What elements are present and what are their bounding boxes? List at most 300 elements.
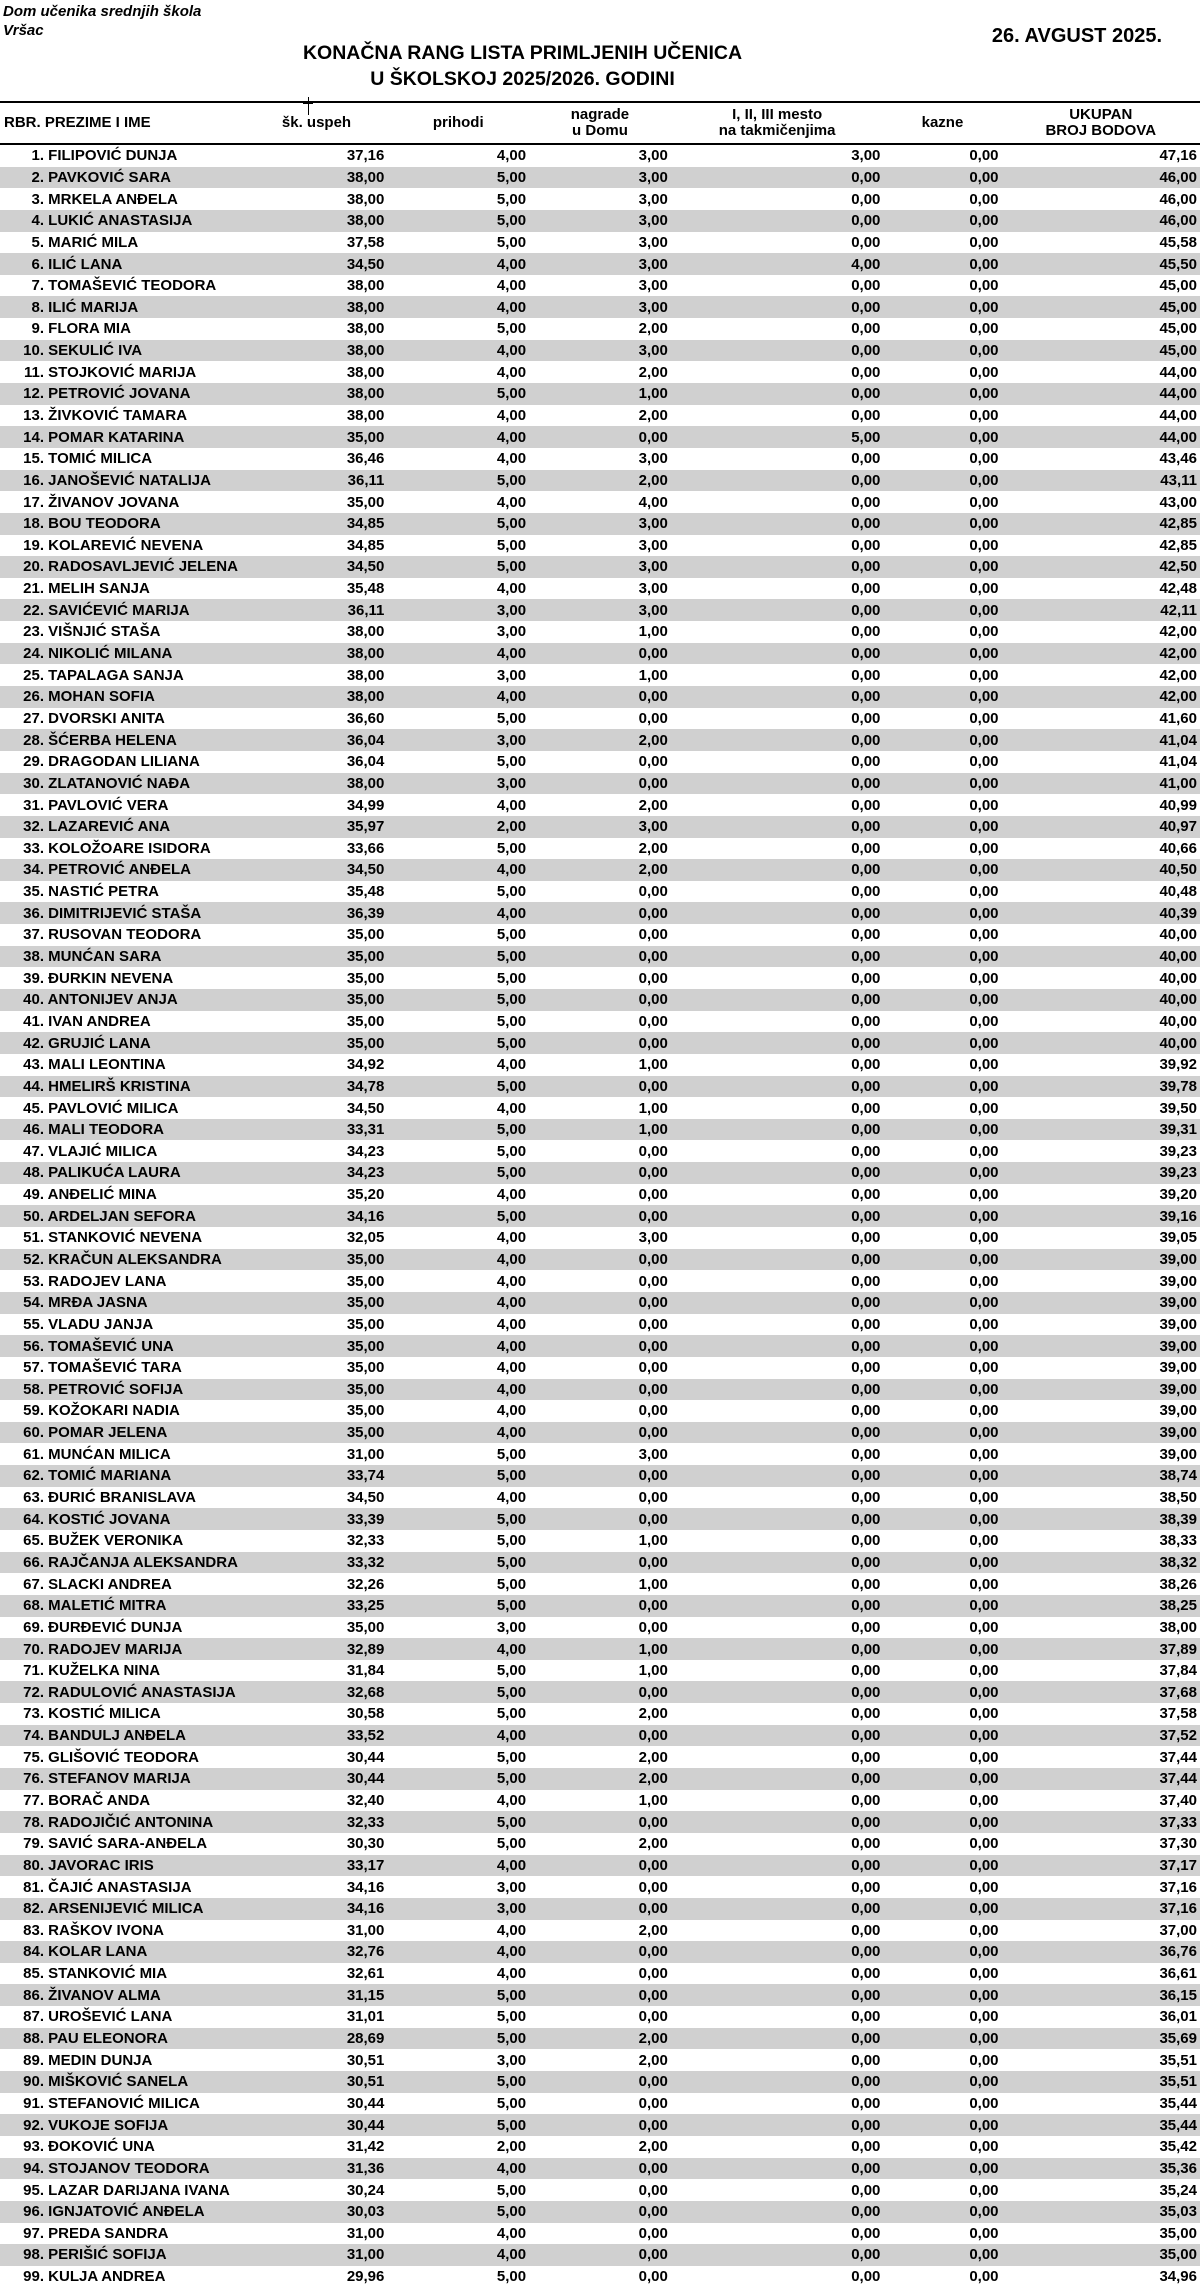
mesto-cell: 0,00 bbox=[851, 407, 881, 424]
kazne-cell: 0,00 bbox=[883, 2158, 1001, 2180]
table-row bbox=[0, 643, 1200, 665]
rank-number: 2. bbox=[31, 168, 44, 186]
nagrade-cell: 0,00 bbox=[638, 753, 668, 771]
uspeh-cell: 38,00 bbox=[346, 623, 385, 641]
prihodi-cell: 4,00 bbox=[387, 2158, 529, 2180]
mesto-cell: 0,00 bbox=[671, 556, 884, 578]
rank-number: 46. bbox=[23, 1121, 44, 1139]
student-name: PAU ELEONORA bbox=[48, 2030, 168, 2048]
rank-number: 61. bbox=[23, 1445, 44, 1463]
student-name: ĐURIĆ BRANISLAVA bbox=[48, 1489, 196, 1507]
student-name: ŽIVANOV ALMA bbox=[48, 1986, 161, 2004]
prihodi-cell: 5,00 bbox=[496, 1575, 527, 1593]
nagrade-cell: 2,00 bbox=[638, 2051, 668, 2069]
nagrade-cell: 1,00 bbox=[638, 1792, 668, 1809]
student-cell bbox=[0, 751, 246, 773]
ukupno-cell: 34,96 bbox=[1159, 2268, 1197, 2286]
prihodi-cell: 3,00 bbox=[496, 1878, 527, 1896]
prihodi-cell: 5,00 bbox=[496, 753, 527, 771]
kazne-cell: 0,00 bbox=[883, 1335, 1001, 1357]
student-cell bbox=[0, 967, 246, 989]
student-cell bbox=[0, 1140, 246, 1162]
uspeh-cell: 35,00 bbox=[346, 969, 385, 987]
ukupno-cell: 43,00 bbox=[1159, 493, 1197, 511]
ukupno-cell: 42,00 bbox=[1002, 686, 1200, 708]
uspeh-cell: 36,60 bbox=[346, 709, 385, 727]
table-row bbox=[0, 664, 1200, 686]
uspeh-cell: 35,00 bbox=[346, 493, 385, 511]
uspeh-cell: 37,16 bbox=[346, 147, 385, 165]
nagrade-cell: 0,00 bbox=[529, 1379, 671, 1401]
ukupno-cell: 42,11 bbox=[1002, 599, 1200, 621]
student-name: ĐURĐEVIĆ DUNJA bbox=[48, 1618, 183, 1636]
uspeh-cell: 38,00 bbox=[346, 320, 385, 338]
table-row bbox=[0, 318, 1200, 340]
ukupno-cell: 40,39 bbox=[1002, 902, 1200, 924]
ukupno-cell: 37,68 bbox=[1002, 1681, 1200, 1703]
uspeh-cell: 33,52 bbox=[246, 1725, 388, 1747]
mesto-cell: 0,00 bbox=[671, 2244, 884, 2266]
uspeh-cell: 38,00 bbox=[346, 666, 385, 684]
table-row bbox=[0, 1335, 1200, 1357]
nagrade-cell: 0,00 bbox=[638, 883, 668, 901]
kazne-cell: 0,00 bbox=[883, 1855, 1001, 1877]
student-name: ARSENIJEVIĆ MILICA bbox=[47, 1900, 204, 1918]
student-cell bbox=[0, 2136, 246, 2158]
nagrade-cell: 0,00 bbox=[529, 426, 671, 448]
table-row bbox=[0, 1681, 1200, 1703]
table-row bbox=[0, 2093, 1200, 2115]
kazne-cell: 0,00 bbox=[883, 1249, 1001, 1271]
student-name: HMELIRŠ KRISTINA bbox=[48, 1077, 191, 1095]
rank-number: 82. bbox=[23, 1900, 44, 1918]
table-row bbox=[0, 2201, 1200, 2223]
student-name: DRAGODAN LILIANA bbox=[48, 753, 200, 771]
mesto-cell: 0,00 bbox=[851, 450, 881, 468]
ukupno-cell: 41,04 bbox=[1002, 729, 1200, 751]
student-cell bbox=[0, 2071, 246, 2093]
mesto-cell: 0,00 bbox=[851, 580, 881, 598]
student-name: FILIPOVIĆ DUNJA bbox=[48, 147, 178, 165]
col-prihodi: prihodi bbox=[387, 102, 529, 144]
mesto-cell: 0,00 bbox=[851, 1532, 881, 1550]
table-row bbox=[0, 773, 1200, 795]
mesto-cell: 0,00 bbox=[851, 1618, 881, 1636]
institution-name bbox=[3, 2, 201, 40]
rank-number: 71. bbox=[23, 1662, 44, 1680]
document-date: 26. AVGUST 2025. bbox=[991, 25, 1162, 47]
mesto-cell: 0,00 bbox=[851, 190, 881, 208]
rank-number: 1. bbox=[31, 147, 44, 165]
table-row bbox=[0, 1638, 1200, 1660]
student-cell bbox=[0, 1920, 246, 1942]
student-name: MALI LEONTINA bbox=[48, 1056, 166, 1074]
student-name: RADOJIČIĆ ANTONINA bbox=[48, 1813, 214, 1831]
rank-number: 9. bbox=[31, 320, 44, 338]
ukupno-cell: 38,32 bbox=[1002, 1552, 1200, 1574]
ukupno-cell: 37,17 bbox=[1002, 1855, 1200, 1877]
student-cell bbox=[0, 340, 246, 362]
rank-number: 11. bbox=[23, 363, 44, 381]
prihodi-cell: 4,00 bbox=[496, 1359, 527, 1377]
mesto-cell: 0,00 bbox=[851, 2094, 881, 2112]
uspeh-cell: 32,89 bbox=[246, 1638, 388, 1660]
col-mesto-line-2: na takmičenjima bbox=[718, 122, 836, 139]
student-name: VLAJIĆ MILICA bbox=[48, 1142, 158, 1160]
nagrade-cell: 0,00 bbox=[529, 1465, 671, 1487]
rank-number: 43. bbox=[23, 1056, 44, 1074]
rank-number: 68. bbox=[23, 1597, 44, 1615]
table-row bbox=[0, 1032, 1200, 1054]
prihodi-cell: 5,00 bbox=[496, 839, 527, 857]
student-cell bbox=[0, 1768, 246, 1790]
nagrade-cell: 2,00 bbox=[638, 1921, 668, 1939]
ukupno-cell: 37,84 bbox=[1159, 1662, 1197, 1680]
student-cell bbox=[0, 578, 246, 600]
rank-number: 62. bbox=[23, 1467, 44, 1485]
nagrade-cell: 2,00 bbox=[638, 1705, 668, 1723]
ukupno-cell: 39,00 bbox=[1002, 1422, 1200, 1444]
mesto-cell: 0,00 bbox=[851, 1229, 881, 1247]
kazne-cell: 0,00 bbox=[883, 1898, 1001, 1920]
ukupno-cell: 42,85 bbox=[1159, 536, 1197, 554]
student-cell bbox=[0, 2244, 246, 2266]
prihodi-cell: 5,00 bbox=[496, 2094, 527, 2112]
title-line-1: KONAČNA RANG LISTA PRIMLJENIH UČENICA bbox=[302, 42, 743, 64]
col-ukupno-line-2: BROJ BODOVA bbox=[1045, 122, 1157, 139]
nagrade-cell: 0,00 bbox=[529, 1205, 671, 1227]
student-name: MUNĆAN SARA bbox=[48, 948, 162, 966]
ukupno-cell: 37,33 bbox=[1002, 1811, 1200, 1833]
nagrade-cell: 0,00 bbox=[638, 2008, 668, 2026]
student-name: SEKULIĆ IVA bbox=[48, 342, 143, 360]
mesto-cell: 0,00 bbox=[851, 1835, 881, 1853]
table-row bbox=[0, 275, 1200, 297]
student-cell bbox=[0, 664, 246, 686]
prihodi-cell: 4,00 bbox=[496, 1229, 527, 1247]
kazne-cell: 0,00 bbox=[883, 1768, 1001, 1790]
nagrade-cell: 0,00 bbox=[529, 643, 671, 665]
student-name: MUNĆAN MILICA bbox=[48, 1445, 171, 1463]
prihodi-cell: 4,00 bbox=[387, 1379, 529, 1401]
mesto-cell: 0,00 bbox=[671, 859, 884, 881]
kazne-cell: 0,00 bbox=[969, 1489, 999, 1507]
table-row bbox=[0, 686, 1200, 708]
prihodi-cell: 4,00 bbox=[496, 1402, 527, 1420]
rank-number: 69. bbox=[23, 1618, 44, 1636]
mesto-cell: 0,00 bbox=[671, 1119, 884, 1141]
table-row bbox=[0, 448, 1200, 470]
student-cell bbox=[0, 470, 246, 492]
student-name: GLIŠOVIĆ TEODORA bbox=[48, 1748, 200, 1766]
kazne-cell: 0,00 bbox=[969, 580, 999, 598]
student-name: JANOŠEVIĆ NATALIJA bbox=[48, 471, 211, 489]
table-row bbox=[0, 210, 1200, 232]
mesto-cell: 0,00 bbox=[671, 1465, 884, 1487]
nagrade-cell: 3,00 bbox=[529, 167, 671, 189]
student-name: BANDULJ ANĐELA bbox=[48, 1727, 186, 1745]
student-cell bbox=[0, 361, 246, 383]
mesto-cell: 0,00 bbox=[851, 1315, 881, 1333]
ukupno-cell: 46,00 bbox=[1159, 190, 1197, 208]
kazne-cell: 0,00 bbox=[969, 233, 999, 251]
nagrade-cell: 0,00 bbox=[529, 1508, 671, 1530]
uspeh-cell: 34,50 bbox=[346, 1099, 385, 1117]
student-cell bbox=[0, 1400, 246, 1422]
student-cell bbox=[0, 1292, 246, 1314]
table-row bbox=[0, 838, 1200, 860]
mesto-cell: 0,00 bbox=[671, 902, 884, 924]
uspeh-cell: 38,00 bbox=[246, 210, 388, 232]
rank-number: 86. bbox=[23, 1986, 44, 2004]
student-cell bbox=[0, 1162, 246, 1184]
ukupno-cell: 38,00 bbox=[1159, 1618, 1197, 1636]
mesto-cell: 0,00 bbox=[851, 1489, 881, 1507]
uspeh-cell: 33,32 bbox=[246, 1552, 388, 1574]
student-cell bbox=[0, 643, 246, 665]
kazne-cell: 0,00 bbox=[883, 859, 1001, 881]
prihodi-cell: 3,00 bbox=[387, 1898, 529, 1920]
nagrade-cell: 0,00 bbox=[638, 1402, 668, 1420]
nagrade-cell: 3,00 bbox=[529, 296, 671, 318]
mesto-cell: 0,00 bbox=[851, 623, 881, 641]
rank-number: 98. bbox=[23, 2246, 44, 2264]
table-row bbox=[0, 1746, 1200, 1768]
rank-number: 14. bbox=[23, 428, 44, 446]
table-row bbox=[0, 1076, 1200, 1098]
prihodi-cell: 5,00 bbox=[387, 2201, 529, 2223]
prihodi-cell: 5,00 bbox=[496, 926, 527, 944]
uspeh-cell: 30,44 bbox=[246, 1768, 388, 1790]
table-row bbox=[0, 1530, 1200, 1552]
nagrade-cell: 0,00 bbox=[529, 1335, 671, 1357]
table-row bbox=[0, 1898, 1200, 1920]
ukupno-cell: 35,44 bbox=[1002, 2114, 1200, 2136]
student-cell bbox=[0, 1357, 246, 1379]
student-name: TOMIĆ MARIANA bbox=[48, 1467, 172, 1485]
ukupno-cell: 39,05 bbox=[1159, 1229, 1197, 1247]
rank-number: 44. bbox=[23, 1077, 44, 1095]
student-name: STOJANOV TEODORA bbox=[48, 2159, 210, 2177]
table-row bbox=[0, 1768, 1200, 1790]
uspeh-cell: 35,00 bbox=[346, 1618, 385, 1636]
student-name: VIŠNJIĆ STAŠA bbox=[48, 623, 161, 641]
table-row bbox=[0, 2049, 1200, 2071]
mesto-cell: 0,00 bbox=[671, 599, 884, 621]
rank-number: 13. bbox=[23, 407, 44, 424]
ukupno-cell: 44,00 bbox=[1002, 383, 1200, 405]
kazne-cell: 0,00 bbox=[883, 513, 1001, 535]
prihodi-cell: 3,00 bbox=[496, 666, 527, 684]
mesto-cell: 0,00 bbox=[851, 1012, 881, 1030]
ukupno-cell: 39,00 bbox=[1159, 1445, 1197, 1463]
nagrade-cell: 1,00 bbox=[529, 1638, 671, 1660]
student-name: BUŽEK VERONIKA bbox=[48, 1532, 184, 1550]
prihodi-cell: 5,00 bbox=[387, 470, 529, 492]
uspeh-cell: 35,00 bbox=[246, 426, 388, 448]
table-body bbox=[0, 144, 1200, 2287]
mesto-cell: 0,00 bbox=[671, 1811, 884, 1833]
uspeh-cell: 37,58 bbox=[346, 233, 385, 251]
ukupno-cell: 35,51 bbox=[1159, 2051, 1197, 2069]
nagrade-cell: 2,00 bbox=[638, 2138, 668, 2156]
nagrade-cell: 0,00 bbox=[529, 773, 671, 795]
nagrade-cell: 0,00 bbox=[638, 926, 668, 944]
ukupno-cell: 37,89 bbox=[1002, 1638, 1200, 1660]
mesto-cell: 0,00 bbox=[671, 1725, 884, 1747]
kazne-cell: 0,00 bbox=[969, 1965, 999, 1983]
rank-number: 78. bbox=[23, 1813, 44, 1831]
mesto-cell: 0,00 bbox=[671, 2158, 884, 2180]
student-name: MRKELA ANĐELA bbox=[48, 190, 178, 208]
student-name: RUSOVAN TEODORA bbox=[48, 926, 202, 944]
kazne-cell: 0,00 bbox=[969, 1792, 999, 1809]
uspeh-cell: 35,00 bbox=[346, 1315, 385, 1333]
mesto-cell: 0,00 bbox=[671, 1292, 884, 1314]
kazne-cell: 0,00 bbox=[883, 599, 1001, 621]
prihodi-cell: 5,00 bbox=[496, 1748, 527, 1766]
mesto-cell: 0,00 bbox=[851, 1272, 881, 1290]
ukupno-cell: 39,20 bbox=[1159, 1186, 1197, 1204]
table-row bbox=[0, 232, 1200, 254]
mesto-cell: 0,00 bbox=[851, 536, 881, 554]
mesto-cell: 0,00 bbox=[851, 1705, 881, 1723]
mesto-cell: 0,00 bbox=[671, 1335, 884, 1357]
ukupno-cell: 35,44 bbox=[1159, 2094, 1197, 2112]
table-row bbox=[0, 340, 1200, 362]
institution-line-1: Dom učenika srednjih škola bbox=[3, 3, 202, 20]
nagrade-cell: 3,00 bbox=[638, 1229, 668, 1247]
prihodi-cell: 5,00 bbox=[496, 536, 527, 554]
ukupno-cell: 38,25 bbox=[1002, 1595, 1200, 1617]
kazne-cell: 0,00 bbox=[883, 1032, 1001, 1054]
rank-number: 81. bbox=[23, 1878, 44, 1896]
prihodi-cell: 4,00 bbox=[387, 1941, 529, 1963]
nagrade-cell: 0,00 bbox=[638, 969, 668, 987]
uspeh-cell: 30,03 bbox=[246, 2201, 388, 2223]
mesto-cell: 0,00 bbox=[851, 796, 881, 814]
ukupno-cell: 41,60 bbox=[1159, 709, 1197, 727]
kazne-cell: 0,00 bbox=[969, 1445, 999, 1463]
prihodi-cell: 5,00 bbox=[496, 320, 527, 338]
ukupno-cell: 42,00 bbox=[1159, 666, 1197, 684]
uspeh-cell: 38,00 bbox=[246, 773, 388, 795]
student-cell bbox=[0, 2114, 246, 2136]
table-row bbox=[0, 924, 1200, 946]
prihodi-cell: 4,00 bbox=[387, 1725, 529, 1747]
uspeh-cell: 30,51 bbox=[246, 2071, 388, 2093]
kazne-cell: 0,00 bbox=[883, 1162, 1001, 1184]
uspeh-cell: 36,04 bbox=[246, 729, 388, 751]
rank-number: 8. bbox=[31, 298, 44, 316]
table-row bbox=[0, 405, 1200, 427]
rank-number: 87. bbox=[23, 2008, 44, 2026]
nagrade-cell: 0,00 bbox=[638, 1359, 668, 1377]
mesto-cell: 0,00 bbox=[671, 210, 884, 232]
rank-number: 92. bbox=[23, 2116, 44, 2134]
uspeh-cell: 32,05 bbox=[346, 1229, 385, 1247]
table-row bbox=[0, 556, 1200, 578]
mesto-cell: 0,00 bbox=[671, 1638, 884, 1660]
table-row bbox=[0, 1811, 1200, 1833]
uspeh-cell: 38,00 bbox=[246, 383, 388, 405]
student-name: STEFANOVIĆ MILICA bbox=[48, 2094, 200, 2112]
ukupno-cell: 39,31 bbox=[1002, 1119, 1200, 1141]
uspeh-cell: 30,44 bbox=[246, 2114, 388, 2136]
uspeh-cell: 32,61 bbox=[346, 1965, 385, 1983]
mesto-cell: 0,00 bbox=[671, 1032, 884, 1054]
student-cell bbox=[0, 859, 246, 881]
prihodi-cell: 5,00 bbox=[496, 2008, 527, 2026]
nagrade-cell: 0,00 bbox=[638, 1272, 668, 1290]
rank-number: 22. bbox=[23, 601, 44, 619]
ukupno-cell: 37,00 bbox=[1159, 1921, 1197, 1939]
table-row bbox=[0, 1920, 1200, 1942]
prihodi-cell: 5,00 bbox=[496, 1835, 527, 1853]
uspeh-cell: 35,00 bbox=[246, 1292, 388, 1314]
student-name: TAPALAGA SANJA bbox=[48, 666, 184, 684]
student-name: LUKIĆ ANASTASIJA bbox=[48, 212, 193, 230]
ukupno-cell: 35,36 bbox=[1002, 2158, 1200, 2180]
kazne-cell: 0,00 bbox=[883, 1465, 1001, 1487]
rank-number: 59. bbox=[23, 1402, 44, 1420]
nagrade-cell: 0,00 bbox=[638, 1142, 668, 1160]
uspeh-cell: 38,00 bbox=[246, 340, 388, 362]
table-row bbox=[0, 1227, 1200, 1249]
rank-number: 38. bbox=[23, 948, 44, 966]
uspeh-cell: 33,17 bbox=[246, 1855, 388, 1877]
uspeh-cell: 31,36 bbox=[246, 2158, 388, 2180]
mesto-cell: 0,00 bbox=[851, 1792, 881, 1809]
prihodi-cell: 4,00 bbox=[387, 686, 529, 708]
rank-number: 3. bbox=[31, 190, 44, 208]
ukupno-cell: 40,99 bbox=[1159, 796, 1197, 814]
mesto-cell: 0,00 bbox=[671, 729, 884, 751]
student-name: STANKOVIĆ MIA bbox=[48, 1965, 168, 1983]
mesto-cell: 0,00 bbox=[851, 1186, 881, 1204]
table-row bbox=[0, 1249, 1200, 1271]
nagrade-cell: 3,00 bbox=[638, 536, 668, 554]
prihodi-cell: 4,00 bbox=[496, 1921, 527, 1939]
ukupno-cell: 36,15 bbox=[1002, 1984, 1200, 2006]
student-name: ZLATANOVIĆ NAĐA bbox=[48, 774, 191, 792]
kazne-cell: 0,00 bbox=[969, 407, 999, 424]
kazne-cell: 0,00 bbox=[969, 1575, 999, 1593]
student-cell bbox=[0, 1941, 246, 1963]
rank-number: 5. bbox=[31, 233, 44, 251]
student-name: PAVKOVIĆ SARA bbox=[48, 168, 171, 186]
uspeh-cell: 34,78 bbox=[246, 1076, 388, 1098]
ukupno-cell: 38,33 bbox=[1159, 1532, 1197, 1550]
kazne-cell: 0,00 bbox=[883, 1076, 1001, 1098]
rank-number: 54. bbox=[23, 1294, 44, 1312]
ukupno-cell: 39,16 bbox=[1002, 1205, 1200, 1227]
table-row bbox=[0, 1984, 1200, 2006]
prihodi-cell: 5,00 bbox=[387, 513, 529, 535]
student-cell bbox=[0, 1595, 246, 1617]
ukupno-cell: 39,92 bbox=[1159, 1056, 1197, 1074]
student-cell bbox=[0, 513, 246, 535]
student-name: GRUJIĆ LANA bbox=[48, 1034, 151, 1052]
nagrade-cell: 1,00 bbox=[638, 1056, 668, 1074]
student-cell bbox=[0, 491, 246, 513]
rank-number: 58. bbox=[23, 1380, 44, 1398]
kazne-cell: 0,00 bbox=[969, 1748, 999, 1766]
kazne-cell: 0,00 bbox=[969, 2094, 999, 2112]
kazne-cell: 0,00 bbox=[969, 623, 999, 641]
uspeh-cell: 34,92 bbox=[346, 1056, 385, 1074]
uspeh-cell: 33,66 bbox=[346, 839, 385, 857]
